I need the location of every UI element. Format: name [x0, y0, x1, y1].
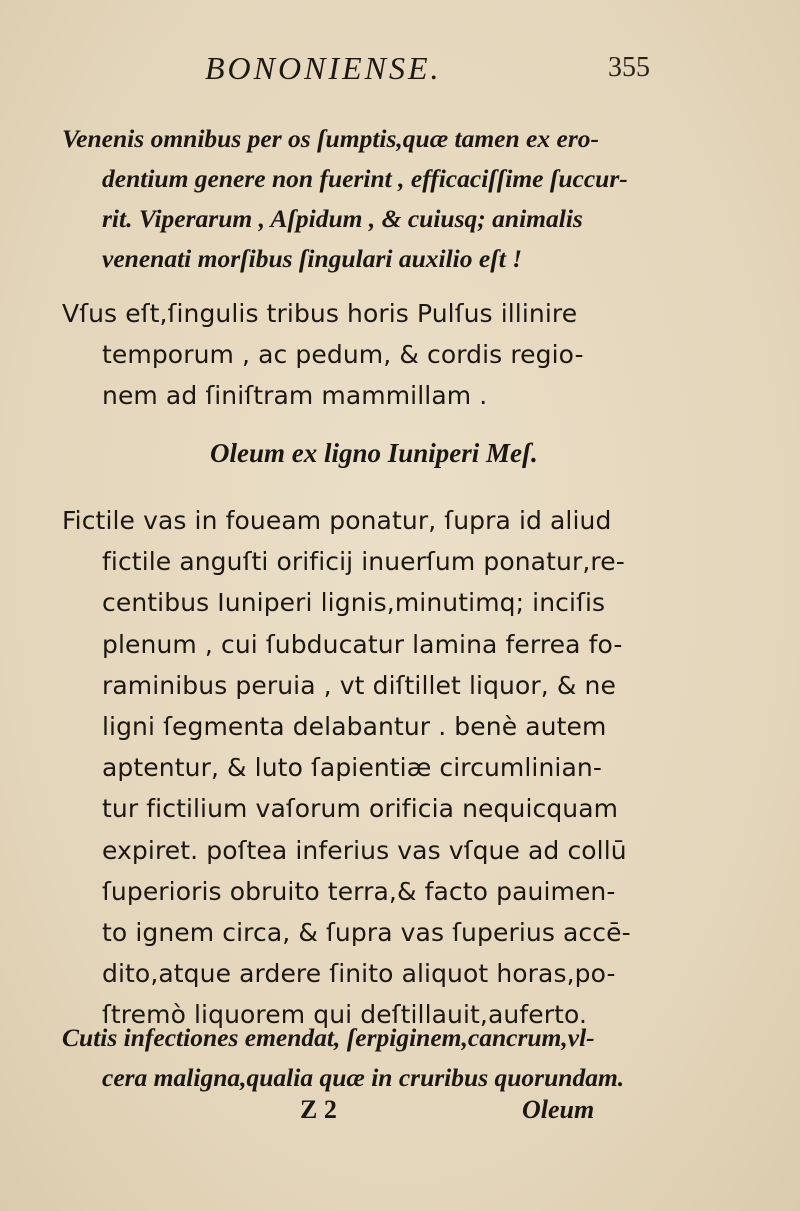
heading-text: Oleum ex ligno Iuniperi Meſ.: [210, 438, 538, 468]
text-line: nem ad ſiniſtram mammillam .: [102, 381, 488, 411]
text-line: centibus Iuniperi lignis,minutimq; inciſis: [102, 588, 606, 618]
text-line: temporum , ac pedum, & cordis regio-: [102, 340, 584, 370]
recipe-heading: [210, 438, 610, 469]
text-line: Fictile vas in foueam ponatur, ſupra id aliud: [62, 506, 612, 535]
text-line: cera maligna,qualia quæ in cruribus quorundam.: [102, 1063, 625, 1092]
page-number: 355: [608, 52, 650, 83]
text-line: aptentur, & luto ſapientiæ circumlinian-: [102, 753, 602, 783]
text-line: rit. Viperarum , Aſpidum , & cuiusq; animalis: [102, 204, 583, 233]
paragraph-poisons: [62, 119, 752, 279]
text-line: to ignem circa, & ſupra vas ſuperius accē-: [102, 918, 631, 948]
signature-mark: Z 2: [300, 1095, 337, 1124]
paragraph-skin: [62, 1018, 752, 1098]
catchword: Oleum: [522, 1095, 595, 1124]
text-line: venenati morſibus ſingulari auxilio eſt !: [102, 244, 523, 273]
text-line: ligni ſegmenta delabantur . benè autem: [102, 712, 607, 742]
text-line: tur fictilium vaſorum orificia nequicquam: [102, 794, 619, 824]
page-header: [130, 50, 650, 90]
text-line: fictile anguſti orificij inuerſum ponatur,re-: [102, 547, 625, 577]
running-head: BONONIENSE.: [205, 50, 442, 86]
text-line: ſuperioris obruito terra,& facto pauimen-: [102, 876, 616, 906]
text-line: expiret. poſtea inferius vas vſque ad collū: [102, 835, 627, 865]
paragraph-recipe: [62, 500, 752, 1036]
page-footer: [300, 1095, 720, 1135]
text-line: Venenis omnibus per os ſumptis,quæ tamen ex ero-: [62, 124, 599, 153]
text-line: raminibus peruia , vt diſtillet liquor, & ne: [102, 670, 616, 700]
paragraph-usage: [62, 293, 752, 417]
text-line: Vſus eſt,ſingulis tribus horis Pulſus illinire: [62, 299, 578, 328]
text-line: dito,atque ardere ſinito aliquot horas,po-: [102, 959, 616, 989]
text-line: Cutis infectiones emendat, ſerpiginem,cancrum,vl-: [62, 1023, 595, 1052]
text-line: ſtremò liquorem qui deſtillauit,auferto.: [102, 1000, 588, 1030]
text-line: dentium genere non fuerint , efficaciſſime ſuccur-: [102, 164, 628, 193]
text-line: plenum , cui ſubducatur lamina ferrea fo-: [102, 629, 623, 659]
